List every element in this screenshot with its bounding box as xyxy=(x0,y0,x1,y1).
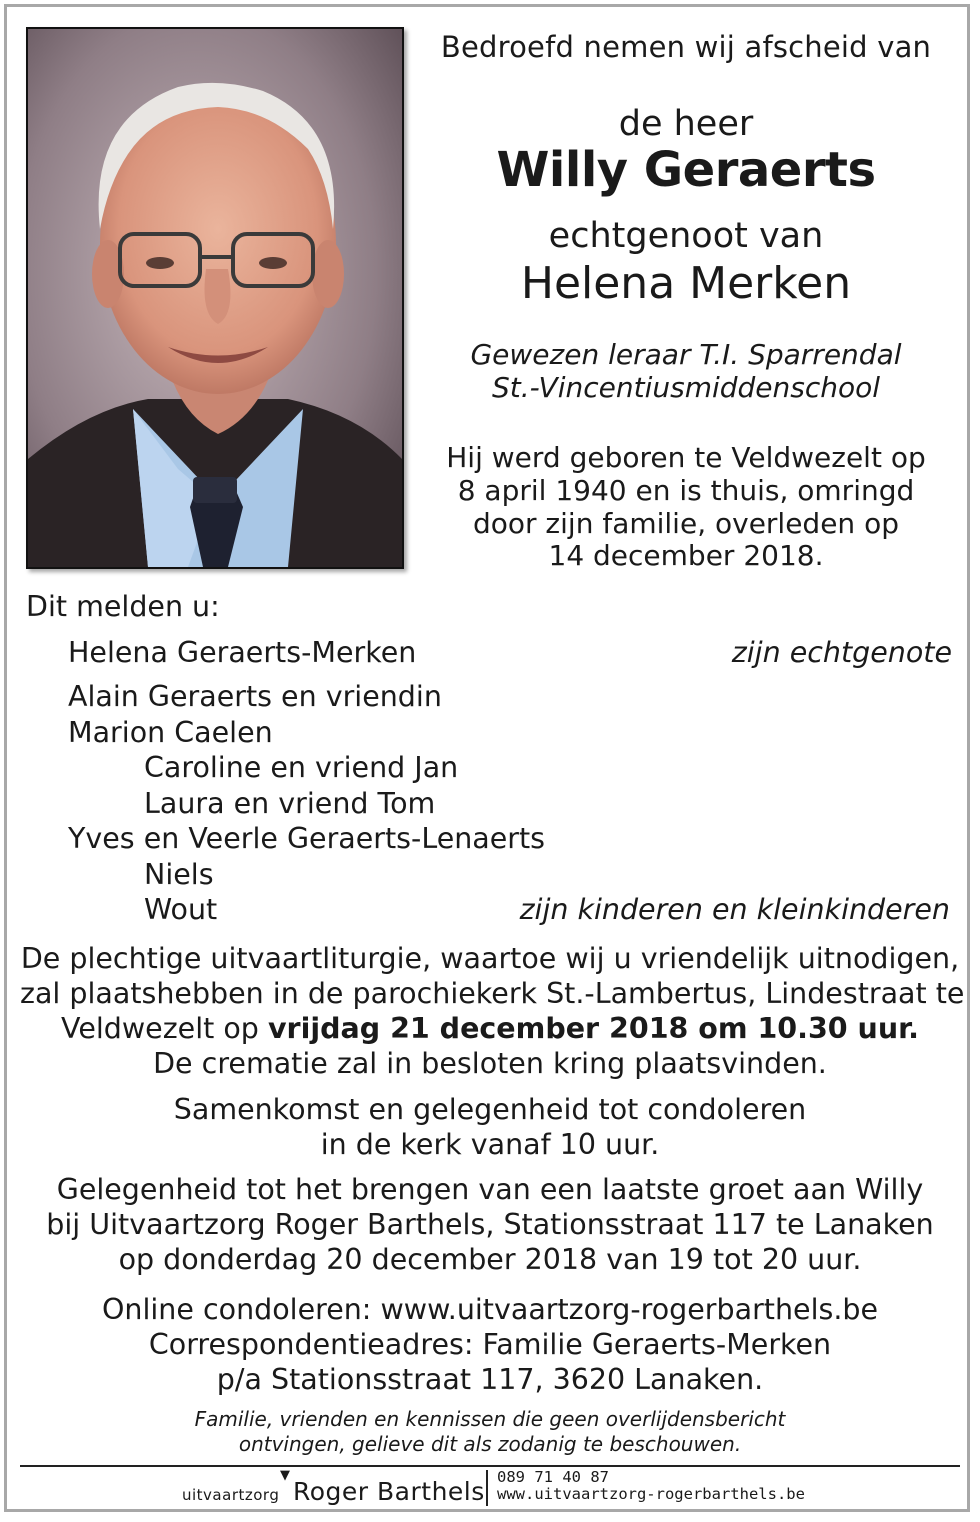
note-line-1: Familie, vrienden en kennissen die geen overlijdensbericht xyxy=(194,1407,786,1431)
service-date: vrijdag 21 december 2018 om 10.30 uur. xyxy=(267,1012,919,1045)
spouse-label: echtgenoot van xyxy=(548,216,824,256)
family-grandchild-4: Wout xyxy=(144,893,218,926)
footer xyxy=(0,1466,980,1512)
portrait-photo xyxy=(26,27,404,569)
footer-phone: 089 71 40 87 xyxy=(497,1468,609,1486)
family-child-2: Yves en Veerle Geraerts-Lenaerts xyxy=(68,822,546,855)
family-grandchild-3: Niels xyxy=(144,858,214,891)
family-wife: Helena Geraerts-Merken xyxy=(68,636,417,669)
viewing-line-3: op donderdag 20 december 2018 van 19 tot 20 uur. xyxy=(118,1243,862,1276)
profession-line-2: St.-Vincentiusmiddenschool xyxy=(491,371,881,404)
honorific: de heer xyxy=(618,104,754,144)
gathering-line-1: Samenkomst en gelegenheid tot condoleren xyxy=(173,1093,807,1126)
footer-small-label: uitvaartzorg xyxy=(182,1486,280,1504)
family-intro: Dit melden u: xyxy=(26,590,220,623)
footer-website[interactable]: www.uitvaartzorg-rogerbarthels.be xyxy=(497,1485,805,1503)
footer-separator xyxy=(486,1470,488,1506)
bio-line-2: 8 april 1940 en is thuis, omringd xyxy=(457,474,915,507)
family-child-1-partner: Marion Caelen xyxy=(68,716,273,749)
bio-line-1: Hij werd geboren te Veldwezelt op xyxy=(446,441,926,474)
service-line-3-prefix: Veldwezelt op xyxy=(61,1012,259,1045)
bio-line-4: 14 december 2018. xyxy=(548,539,824,572)
bio-line-3: door zijn familie, overleden op xyxy=(472,507,899,540)
wife-role: zijn echtgenote xyxy=(731,636,952,669)
viewing-line-1: Gelegenheid tot het brengen van een laatste groet aan Willy xyxy=(56,1173,924,1206)
family-grandchild-1: Caroline en vriend Jan xyxy=(144,751,459,784)
contact-line-3: p/a Stationsstraat 117, 3620 Lanaken. xyxy=(216,1363,764,1396)
intro-line: Bedroefd nemen wij afscheid van xyxy=(440,30,932,64)
gathering-line-2: in de kerk vanaf 10 uur. xyxy=(320,1128,660,1161)
children-role: zijn kinderen en kleinkinderen xyxy=(519,893,950,926)
service-line-3 xyxy=(20,1011,960,1046)
profession-line-1: Gewezen leraar T.I. Sparrendal xyxy=(470,338,902,371)
service-line-2: zal plaatshebben in de parochiekerk St.-Lambertus, Lindestraat te xyxy=(20,977,965,1010)
service-line-1: De plechtige uitvaartliturgie, waartoe wij u vriendelijk uitnodigen, xyxy=(20,942,960,975)
triangle-icon: ▼ xyxy=(280,1468,290,1483)
family-grandchild-2: Laura en vriend Tom xyxy=(144,787,436,820)
viewing-line-2: bij Uitvaartzorg Roger Barthels, Stationsstraat 117 te Lanaken xyxy=(46,1208,934,1241)
family-child-1: Alain Geraerts en vriendin xyxy=(68,680,442,713)
contact-line-1: Online condoleren: www.uitvaartzorg-rogerbarthels.be xyxy=(101,1293,879,1326)
deceased-name: Willy Geraerts xyxy=(496,142,876,198)
spouse-name: Helena Merken xyxy=(520,258,852,309)
note-line-2: ontvingen, gelieve dit als zodanig te beschouwen. xyxy=(238,1432,742,1456)
service-line-4: De crematie zal in besloten kring plaatsvinden. xyxy=(153,1047,827,1080)
footer-brand: Roger Barthels xyxy=(293,1477,485,1506)
contact-line-2: Correspondentieadres: Familie Geraerts-Merken xyxy=(148,1328,832,1361)
